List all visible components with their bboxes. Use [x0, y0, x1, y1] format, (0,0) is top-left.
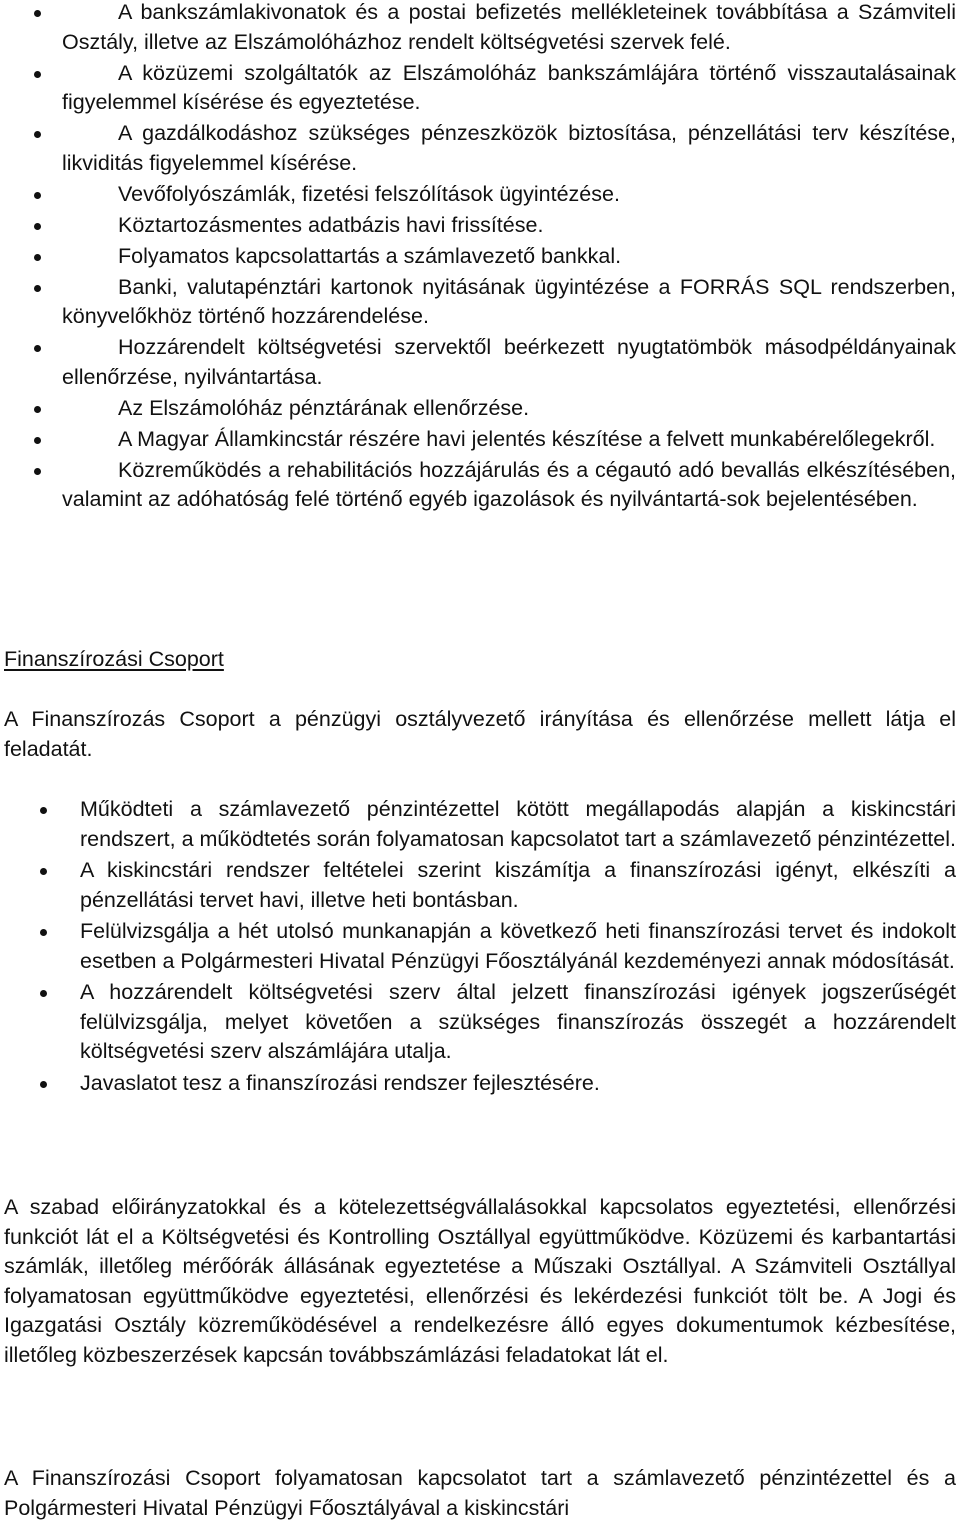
list-item-text: Banki, valutapénztári kartonok nyitásának ügyintézése a FORRÁS SQL rendszerben, könyvelőkhöz történő hozzárendelése. — [62, 274, 956, 328]
final-paragraph: A Finanszírozási Csoport folyamatosan kapcsolatot tart a számlavezető pénzintézettel és a Polgármesteri Hivatal Pénzügyi Főosztályával a kiskincstári — [4, 1466, 956, 1520]
list-item-text: A bankszámlakivonatok és a postai befizetés mellékleteinek továbbítása a Számviteli Osztály, illetve az Elszámolóházhoz rendelt költségvetési szervek felé. — [62, 0, 956, 54]
task-list-accounting — [0, 0, 956, 516]
bullet-icon — [34, 10, 41, 17]
list-item-text: Javaslatot tesz a finanszírozási rendszer fejlesztésére. — [80, 1070, 600, 1095]
section-heading: Finanszírozási Csoport — [4, 647, 224, 671]
list-item — [0, 180, 956, 210]
list-item — [0, 795, 956, 854]
list-item-text: Működteti a számlavezető pénzintézettel kötött megállapodás alapján a kiskincstári rendszert, a működtetés során folyamatosan kapcsolatot tart a számlavezető pénzintézettel. — [80, 797, 956, 851]
list-item-text: Hozzárendelt költségvetési szervektől beérkezett nyugtatömbök másodpéldányainak ellenőrzése, nyilvántartása. — [62, 335, 956, 389]
list-item — [0, 211, 956, 241]
bullet-icon — [34, 345, 41, 352]
list-item-text: Felülvizsgálja a hét utolsó munkanapján a következő heti finanszírozási tervet és indokolt esetben a Polgármesteri Hivatal Pénzügyi Főosztályánál kezdeményezi annak módosítását. — [80, 919, 956, 973]
list-item — [0, 978, 956, 1067]
bullet-icon — [34, 468, 41, 475]
bullet-icon — [34, 223, 41, 230]
bullet-icon — [40, 807, 47, 814]
list-item-text: Az Elszámolóház pénztárának ellenőrzése. — [118, 395, 530, 420]
bullet-icon — [34, 71, 41, 78]
list-item-text: A közüzemi szolgáltatók az Elszámolóház bankszámlájára történő visszautalásainak figyelemmel kísérése és egyeztetése. — [62, 60, 956, 114]
list-item-text: A Magyar Államkincstár részére havi jelentés készítése a felvett munkabérelőlegekről. — [118, 426, 936, 451]
list-item-text: Folyamatos kapcsolattartás a számlavezető bankkal. — [118, 243, 622, 268]
list-item-text: Köztartozásmentes adatbázis havi frissítése. — [118, 212, 544, 237]
list-item — [0, 1069, 956, 1099]
list-item — [0, 856, 956, 915]
bullet-icon — [40, 990, 47, 997]
intro-paragraph: A Finanszírozás Csoport a pénzügyi osztályvezető irányítása és ellenőrzése mellett látja el feladatát. — [4, 707, 956, 761]
bullet-icon — [40, 1081, 47, 1088]
list-item — [0, 425, 956, 455]
bullet-icon — [34, 192, 41, 199]
list-item — [0, 0, 956, 57]
list-item — [0, 394, 956, 424]
bullet-icon — [34, 131, 41, 138]
bullet-icon — [34, 437, 41, 444]
list-item-text: Vevőfolyószámlák, fizetési felszólítások ügyintézése. — [118, 181, 620, 206]
list-item-text: A gazdálkodáshoz szükséges pénzeszközök biztosítása, pénzellátási terv készítése, likviditás figyelemmel kísérése. — [62, 121, 956, 175]
list-item — [0, 242, 956, 272]
list-item-text: Közreműködés a rehabilitációs hozzájárulás és a cégautó adó bevallás elkészítésében, valamint az adóhatóság felé történő egyéb igazolások és nyilvántartá-sok bejelentésében. — [62, 457, 956, 511]
list-item — [0, 119, 956, 178]
list-item — [0, 59, 956, 118]
list-item-text: A hozzárendelt költségvetési szerv által jelzett finanszírozási igények jogszerűségét felülvizsgálja, melyet követően a szükséges finanszírozás összegét a hozzárendelt költségvetési szerv alszámlájára utalja. — [80, 980, 956, 1063]
list-item — [0, 273, 956, 332]
list-item — [0, 917, 956, 976]
bullet-icon — [40, 868, 47, 875]
bullet-icon — [34, 406, 41, 413]
bullet-icon — [34, 285, 41, 292]
list-item-text: A kiskincstári rendszer feltételei szerint kiszámítja a finanszírozási igényt, elkészíti a pénzellátási tervet havi, illetve heti bontásban. — [80, 858, 956, 912]
task-list-financing — [0, 795, 956, 1100]
cooperation-paragraph: A szabad előirányzatokkal és a kötelezettségvállalásokkal kapcsolatos egyeztetési, ellenőrzési funkciót lát el a Költségvetési és Kontrolling Osztállyal együttműködve. Közüzemi és karbantartási számlák, illetőleg mérőórák állásának egyeztetése a Műszaki Osztállyal. A Számviteli Osztállyal folyamatosan együttműködve egyeztetési, ellenőrzési és lekérdezési funkciót tölt be. A Jogi és Igazgatási Osztály közreműködésével a rendelkezésre álló egyes dokumentumok kézbesítése, illetőleg közbeszerzések kapcsán továbbszámlázási feladatokat lát el. — [4, 1195, 956, 1367]
list-item — [0, 333, 956, 392]
bullet-icon — [40, 929, 47, 936]
bullet-icon — [34, 254, 41, 261]
list-item — [0, 456, 956, 515]
